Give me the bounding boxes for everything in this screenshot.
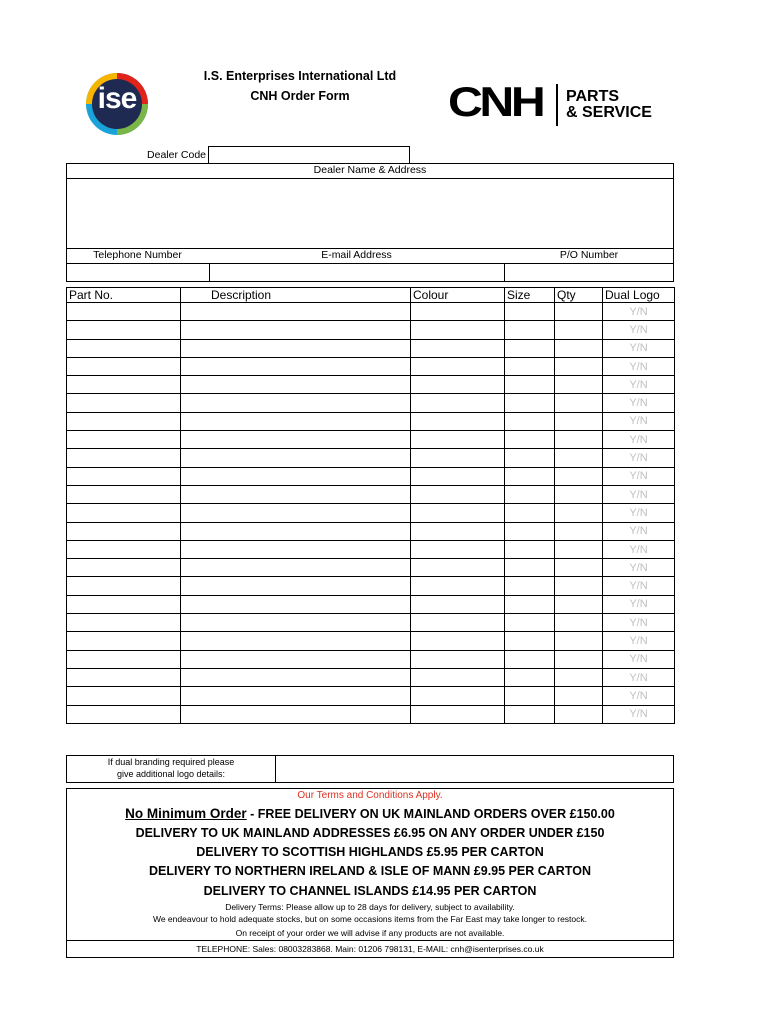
cell-colour[interactable] xyxy=(411,577,505,595)
terms-line-uk-mainland: DELIVERY TO UK MAINLAND ADDRESSES £6.95 ON ANY ORDER UNDER £150 xyxy=(135,826,605,840)
cell-qty[interactable] xyxy=(555,632,603,650)
terms-line-no-minimum xyxy=(66,806,674,821)
col-header-qty: Qty xyxy=(555,288,603,303)
contact-divider xyxy=(66,940,674,941)
cell-description[interactable] xyxy=(181,577,411,595)
cell-qty[interactable] xyxy=(555,705,603,723)
company-name: I.S. Enterprises International Ltd xyxy=(203,69,397,83)
cnh-logo-text: CNH xyxy=(448,78,543,125)
cell-qty[interactable] xyxy=(555,687,603,705)
table-row xyxy=(67,577,675,595)
cell-part-no[interactable] xyxy=(67,467,181,485)
cell-part-no[interactable] xyxy=(67,559,181,577)
cell-colour[interactable] xyxy=(411,559,505,577)
cell-qty[interactable] xyxy=(555,522,603,540)
terms-apply: Our Terms and Conditions Apply. xyxy=(297,790,443,801)
col-header-part-no: Part No. xyxy=(67,288,181,303)
cell-colour[interactable] xyxy=(411,357,505,375)
cell-part-no[interactable] xyxy=(67,394,181,412)
cell-qty[interactable] xyxy=(555,467,603,485)
cell-colour[interactable] xyxy=(411,467,505,485)
col-header-description: Description xyxy=(181,288,411,303)
cell-colour[interactable] xyxy=(411,650,505,668)
cell-colour[interactable] xyxy=(411,540,505,558)
cell-description[interactable] xyxy=(181,540,411,558)
cell-dual-logo[interactable]: Y/N xyxy=(603,687,675,705)
cell-qty[interactable] xyxy=(555,431,603,449)
email-field[interactable] xyxy=(209,263,505,282)
table-row xyxy=(67,431,675,449)
cell-qty[interactable] xyxy=(555,668,603,686)
cell-colour[interactable] xyxy=(411,687,505,705)
cell-description[interactable] xyxy=(181,485,411,503)
cell-description[interactable] xyxy=(181,431,411,449)
cell-part-no[interactable] xyxy=(67,321,181,339)
cell-size[interactable] xyxy=(505,485,555,503)
cell-description[interactable] xyxy=(181,559,411,577)
cell-description[interactable] xyxy=(181,614,411,632)
email-label: E-mail Address xyxy=(321,249,392,261)
cell-colour[interactable] xyxy=(411,303,505,321)
dual-branding-label-1: If dual branding required please xyxy=(107,757,235,767)
cell-dual-logo[interactable]: Y/N xyxy=(603,559,675,577)
cell-qty[interactable] xyxy=(555,595,603,613)
cell-size[interactable] xyxy=(505,668,555,686)
cell-dual-logo[interactable]: Y/N xyxy=(603,577,675,595)
cell-size[interactable] xyxy=(505,412,555,430)
cell-qty[interactable] xyxy=(555,485,603,503)
cell-size[interactable] xyxy=(505,687,555,705)
table-row xyxy=(67,376,675,394)
table-row xyxy=(67,595,675,613)
cell-description[interactable] xyxy=(181,357,411,375)
cell-dual-logo[interactable]: Y/N xyxy=(603,339,675,357)
form-title: CNH Order Form xyxy=(250,89,350,103)
cell-qty[interactable] xyxy=(555,412,603,430)
no-minimum-order: No Minimum Order xyxy=(125,806,247,821)
cell-dual-logo[interactable]: Y/N xyxy=(603,412,675,430)
cell-description[interactable] xyxy=(181,449,411,467)
table-row xyxy=(67,339,675,357)
cell-dual-logo[interactable]: Y/N xyxy=(603,357,675,375)
cell-dual-logo[interactable]: Y/N xyxy=(603,650,675,668)
table-row xyxy=(67,632,675,650)
cell-qty[interactable] xyxy=(555,339,603,357)
cell-description[interactable] xyxy=(181,705,411,723)
cell-colour[interactable] xyxy=(411,485,505,503)
cnh-logo-divider xyxy=(556,84,558,126)
cell-colour[interactable] xyxy=(411,614,505,632)
table-row xyxy=(67,559,675,577)
cell-dual-logo[interactable]: Y/N xyxy=(603,504,675,522)
delivery-terms: Delivery Terms: Please allow up to 28 days for delivery, subject to availability. xyxy=(225,902,515,912)
table-row xyxy=(67,504,675,522)
cell-colour[interactable] xyxy=(411,522,505,540)
cell-size[interactable] xyxy=(505,595,555,613)
cell-qty[interactable] xyxy=(555,449,603,467)
cell-part-no[interactable] xyxy=(67,540,181,558)
cell-part-no[interactable] xyxy=(67,431,181,449)
cell-part-no[interactable] xyxy=(67,485,181,503)
cell-size[interactable] xyxy=(505,449,555,467)
cell-dual-logo[interactable]: Y/N xyxy=(603,303,675,321)
cell-description[interactable] xyxy=(181,412,411,430)
table-row xyxy=(67,303,675,321)
table-row xyxy=(67,540,675,558)
cell-colour[interactable] xyxy=(411,595,505,613)
cell-description[interactable] xyxy=(181,650,411,668)
order-table xyxy=(66,287,675,724)
cell-size[interactable] xyxy=(505,540,555,558)
cell-dual-logo[interactable]: Y/N xyxy=(603,431,675,449)
cell-size[interactable] xyxy=(505,650,555,668)
stock-note: We endeavour to hold adequate stocks, but on some occasions items from the Far East may take longer to restock. xyxy=(152,914,588,924)
cell-part-no[interactable] xyxy=(67,504,181,522)
cell-colour[interactable] xyxy=(411,705,505,723)
cell-part-no[interactable] xyxy=(67,577,181,595)
cell-size[interactable] xyxy=(505,522,555,540)
cell-dual-logo[interactable]: Y/N xyxy=(603,394,675,412)
cell-colour[interactable] xyxy=(411,394,505,412)
cell-qty[interactable] xyxy=(555,303,603,321)
table-row xyxy=(67,321,675,339)
terms-line-ni-iom: DELIVERY TO NORTHERN IRELAND & ISLE OF MANN £9.95 PER CARTON xyxy=(149,864,591,878)
cell-qty[interactable] xyxy=(555,357,603,375)
col-header-colour: Colour xyxy=(411,288,505,303)
table-header-row xyxy=(67,288,675,303)
dual-branding-label-2: give additional logo details: xyxy=(116,769,226,779)
cell-size[interactable] xyxy=(505,303,555,321)
cell-size[interactable] xyxy=(505,376,555,394)
cell-part-no[interactable] xyxy=(67,339,181,357)
terms-line-scottish: DELIVERY TO SCOTTISH HIGHLANDS £5.95 PER CARTON xyxy=(196,845,544,859)
telephone-field[interactable] xyxy=(66,263,210,282)
table-row xyxy=(67,357,675,375)
table-row xyxy=(67,650,675,668)
cell-description[interactable] xyxy=(181,504,411,522)
cell-part-no[interactable] xyxy=(67,632,181,650)
cell-size[interactable] xyxy=(505,705,555,723)
contact-line: TELEPHONE: Sales: 08003283868. Main: 01206 798131, E-MAIL: cnh@isenterprises.co.uk xyxy=(196,944,544,954)
cell-part-no[interactable] xyxy=(67,705,181,723)
cell-description[interactable] xyxy=(181,321,411,339)
cell-dual-logo[interactable]: Y/N xyxy=(603,614,675,632)
cell-size[interactable] xyxy=(505,431,555,449)
cell-part-no[interactable] xyxy=(67,376,181,394)
cell-part-no[interactable] xyxy=(67,687,181,705)
table-row xyxy=(67,412,675,430)
cell-description[interactable] xyxy=(181,595,411,613)
cell-dual-logo[interactable]: Y/N xyxy=(603,467,675,485)
cell-description[interactable] xyxy=(181,467,411,485)
cell-part-no[interactable] xyxy=(67,614,181,632)
cell-size[interactable] xyxy=(505,504,555,522)
cell-qty[interactable] xyxy=(555,559,603,577)
cell-dual-logo[interactable]: Y/N xyxy=(603,632,675,650)
col-header-dual-logo: Dual Logo xyxy=(603,288,675,303)
ise-logo-text: ise xyxy=(97,82,137,115)
table-row xyxy=(67,668,675,686)
table-row xyxy=(67,394,675,412)
cell-qty[interactable] xyxy=(555,376,603,394)
cell-description[interactable] xyxy=(181,339,411,357)
cell-colour[interactable] xyxy=(411,668,505,686)
cell-part-no[interactable] xyxy=(67,357,181,375)
cnh-tagline-service: & SERVICE xyxy=(566,104,652,121)
cell-size[interactable] xyxy=(505,339,555,357)
dealer-name-label: Dealer Name & Address xyxy=(313,164,427,176)
po-number-field[interactable] xyxy=(504,263,674,282)
cell-size[interactable] xyxy=(505,394,555,412)
cell-size[interactable] xyxy=(505,321,555,339)
cell-colour[interactable] xyxy=(411,339,505,357)
table-row xyxy=(67,485,675,503)
cell-qty[interactable] xyxy=(555,504,603,522)
cnh-logo xyxy=(448,78,668,128)
table-row xyxy=(67,467,675,485)
cell-description[interactable] xyxy=(181,522,411,540)
cell-dual-logo[interactable]: Y/N xyxy=(603,321,675,339)
table-row xyxy=(67,522,675,540)
table-row xyxy=(67,449,675,467)
cell-dual-logo[interactable]: Y/N xyxy=(603,449,675,467)
cell-part-no[interactable] xyxy=(67,412,181,430)
dealer-code-field[interactable] xyxy=(208,146,410,164)
cell-colour[interactable] xyxy=(411,632,505,650)
table-row xyxy=(67,687,675,705)
cell-colour[interactable] xyxy=(411,504,505,522)
cell-qty[interactable] xyxy=(555,577,603,595)
cell-size[interactable] xyxy=(505,614,555,632)
cell-size[interactable] xyxy=(505,577,555,595)
cell-part-no[interactable] xyxy=(67,522,181,540)
dealer-code-label: Dealer Code xyxy=(147,149,206,161)
cell-size[interactable] xyxy=(505,632,555,650)
cell-qty[interactable] xyxy=(555,321,603,339)
cell-description[interactable] xyxy=(181,668,411,686)
po-label: P/O Number xyxy=(559,249,619,261)
cell-part-no[interactable] xyxy=(67,668,181,686)
cell-colour[interactable] xyxy=(411,412,505,430)
cell-description[interactable] xyxy=(181,687,411,705)
cell-dual-logo[interactable]: Y/N xyxy=(603,540,675,558)
dual-branding-field[interactable] xyxy=(275,755,674,783)
cell-description[interactable] xyxy=(181,376,411,394)
cell-dual-logo[interactable]: Y/N xyxy=(603,522,675,540)
cell-colour[interactable] xyxy=(411,376,505,394)
cell-dual-logo[interactable]: Y/N xyxy=(603,376,675,394)
col-header-size: Size xyxy=(505,288,555,303)
cell-description[interactable] xyxy=(181,394,411,412)
cell-dual-logo[interactable]: Y/N xyxy=(603,485,675,503)
dealer-name-address-field[interactable] xyxy=(66,178,674,249)
telephone-label: Telephone Number xyxy=(93,249,182,261)
no-minimum-rest: - FREE DELIVERY ON UK MAINLAND ORDERS OVER £150.00 xyxy=(246,807,615,821)
cell-colour[interactable] xyxy=(411,431,505,449)
cell-qty[interactable] xyxy=(555,394,603,412)
cell-dual-logo[interactable]: Y/N xyxy=(603,595,675,613)
cell-qty[interactable] xyxy=(555,540,603,558)
cell-description[interactable] xyxy=(181,632,411,650)
availability-note: On receipt of your order we will advise if any products are not available. xyxy=(235,928,505,938)
cnh-tagline-parts: PARTS xyxy=(566,88,620,105)
cell-part-no[interactable] xyxy=(67,449,181,467)
cell-part-no[interactable] xyxy=(67,650,181,668)
cell-colour[interactable] xyxy=(411,321,505,339)
cell-size[interactable] xyxy=(505,467,555,485)
cell-dual-logo[interactable]: Y/N xyxy=(603,705,675,723)
cell-part-no[interactable] xyxy=(67,303,181,321)
terms-line-channel-islands: DELIVERY TO CHANNEL ISLANDS £14.95 PER CARTON xyxy=(203,884,537,898)
cell-dual-logo[interactable]: Y/N xyxy=(603,668,675,686)
table-row xyxy=(67,614,675,632)
cell-qty[interactable] xyxy=(555,614,603,632)
cell-description[interactable] xyxy=(181,303,411,321)
cell-qty[interactable] xyxy=(555,650,603,668)
table-row xyxy=(67,705,675,723)
cell-size[interactable] xyxy=(505,559,555,577)
cell-part-no[interactable] xyxy=(67,595,181,613)
cell-colour[interactable] xyxy=(411,449,505,467)
cell-size[interactable] xyxy=(505,357,555,375)
